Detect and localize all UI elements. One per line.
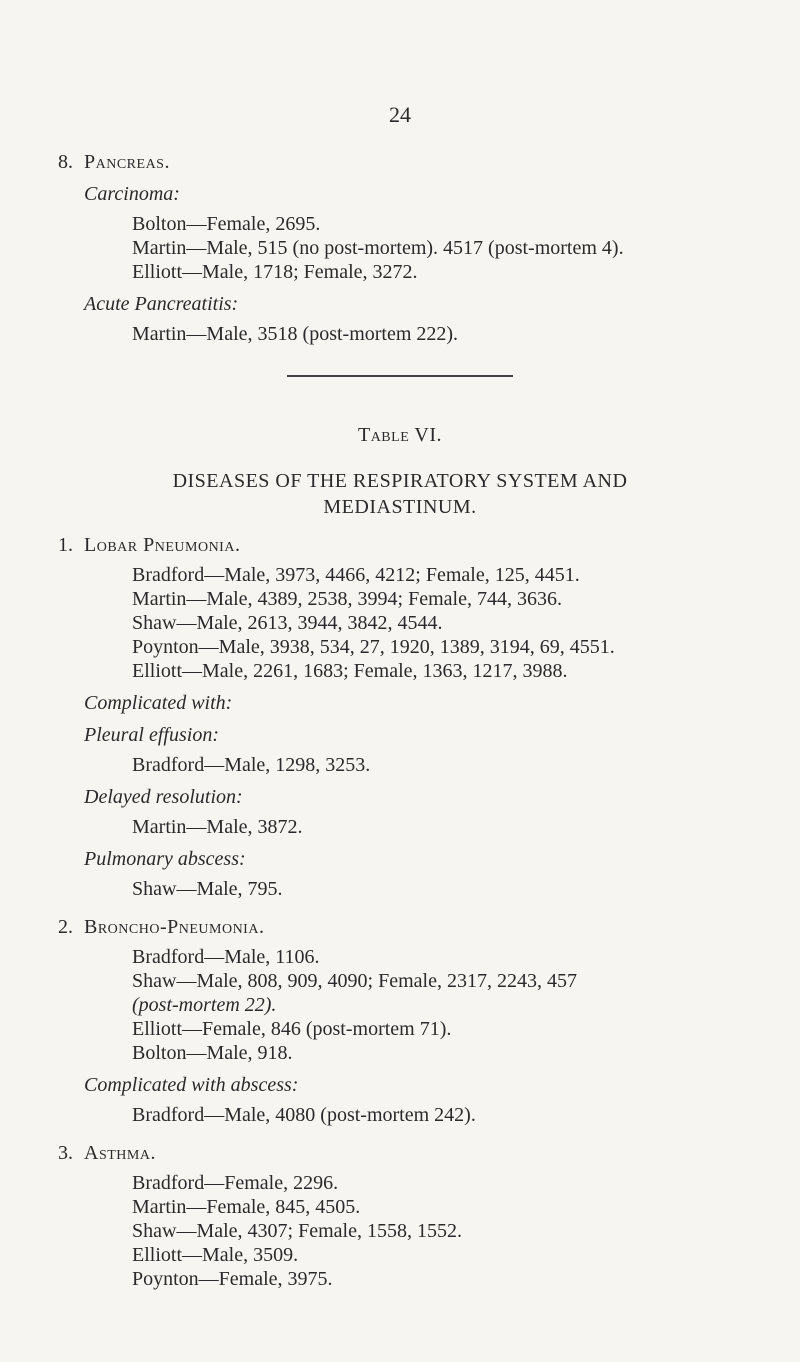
section-3-number: 3. — [58, 1142, 73, 1164]
entry-line: Bolton—Female, 2695. — [132, 213, 321, 235]
entry-line: Bradford—Male, 3973, 4466, 4212; Female, 125, 4451. — [132, 564, 580, 586]
section-2-number: 2. — [58, 916, 73, 938]
section-3-title: Asthma. — [84, 1142, 156, 1164]
entry-line: Bradford—Male, 1106. — [132, 946, 320, 968]
complicated-with-subheading: Complicated with: — [84, 692, 233, 714]
entry-line: Poynton—Male, 3938, 534, 27, 1920, 1389, 3194, 69, 4551. — [132, 636, 615, 658]
entry-line: Martin—Male, 4389, 2538, 3994; Female, 744, 3636. — [132, 588, 562, 610]
entry-line: Bradford—Female, 2296. — [132, 1172, 339, 1194]
section-1-number: 1. — [58, 534, 73, 556]
entry-line: Elliott—Female, 846 (post-mortem 71). — [132, 1018, 452, 1040]
section-divider — [287, 375, 513, 377]
entry-line: Shaw—Male, 795. — [132, 878, 283, 900]
delayed-resolution-subheading: Delayed resolution: — [84, 786, 243, 808]
section-8-title: Pancreas. — [84, 151, 170, 173]
entry-line: Elliott—Male, 3509. — [132, 1244, 299, 1266]
complicated-with-abscess-subheading: Complicated with abscess: — [84, 1074, 299, 1096]
entry-line: (post-mortem 22). — [132, 994, 277, 1016]
carcinoma-subheading: Carcinoma: — [84, 183, 180, 205]
section-2-title: Broncho-Pneumonia. — [84, 916, 265, 938]
pulmonary-abscess-subheading: Pulmonary abscess: — [84, 848, 246, 870]
page-number: 24 — [389, 102, 411, 127]
entry-line: Shaw—Male, 808, 909, 4090; Female, 2317, 2243, 457 — [132, 970, 577, 992]
entry-line: Elliott—Male, 2261, 1683; Female, 1363, 1217, 3988. — [132, 660, 568, 682]
entry-line: Martin—Male, 515 (no post-mortem). 4517 (post-mortem 4). — [132, 237, 624, 259]
entry-line: Martin—Male, 3872. — [132, 816, 303, 838]
entry-line: Poynton—Female, 3975. — [132, 1268, 333, 1290]
entry-line: Bolton—Male, 918. — [132, 1042, 293, 1064]
pleural-effusion-subheading: Pleural effusion: — [84, 724, 219, 746]
table-label: Table VI. — [357, 424, 442, 446]
entry-line: Martin—Male, 3518 (post-mortem 222). — [132, 323, 459, 345]
entry-line: Shaw—Male, 4307; Female, 1558, 1552. — [132, 1220, 462, 1242]
entry-line: Bradford—Male, 1298, 3253. — [132, 754, 371, 776]
entry-line: Martin—Female, 845, 4505. — [132, 1196, 361, 1218]
section-1-title: Lobar Pneumonia. — [84, 534, 241, 556]
acute-pancreatitis-subheading: Acute Pancreatitis: — [84, 293, 239, 315]
section-8-number: 8. — [58, 151, 73, 173]
table-heading-line-2: MEDIASTINUM. — [323, 496, 477, 518]
entry-line: Shaw—Male, 2613, 3944, 3842, 4544. — [132, 612, 443, 634]
entry-line: Elliott—Male, 1718; Female, 3272. — [132, 261, 418, 283]
entry-line: Bradford—Male, 4080 (post-mortem 242). — [132, 1104, 476, 1126]
table-heading-line-1: DISEASES OF THE RESPIRATORY SYSTEM AND — [172, 470, 628, 492]
